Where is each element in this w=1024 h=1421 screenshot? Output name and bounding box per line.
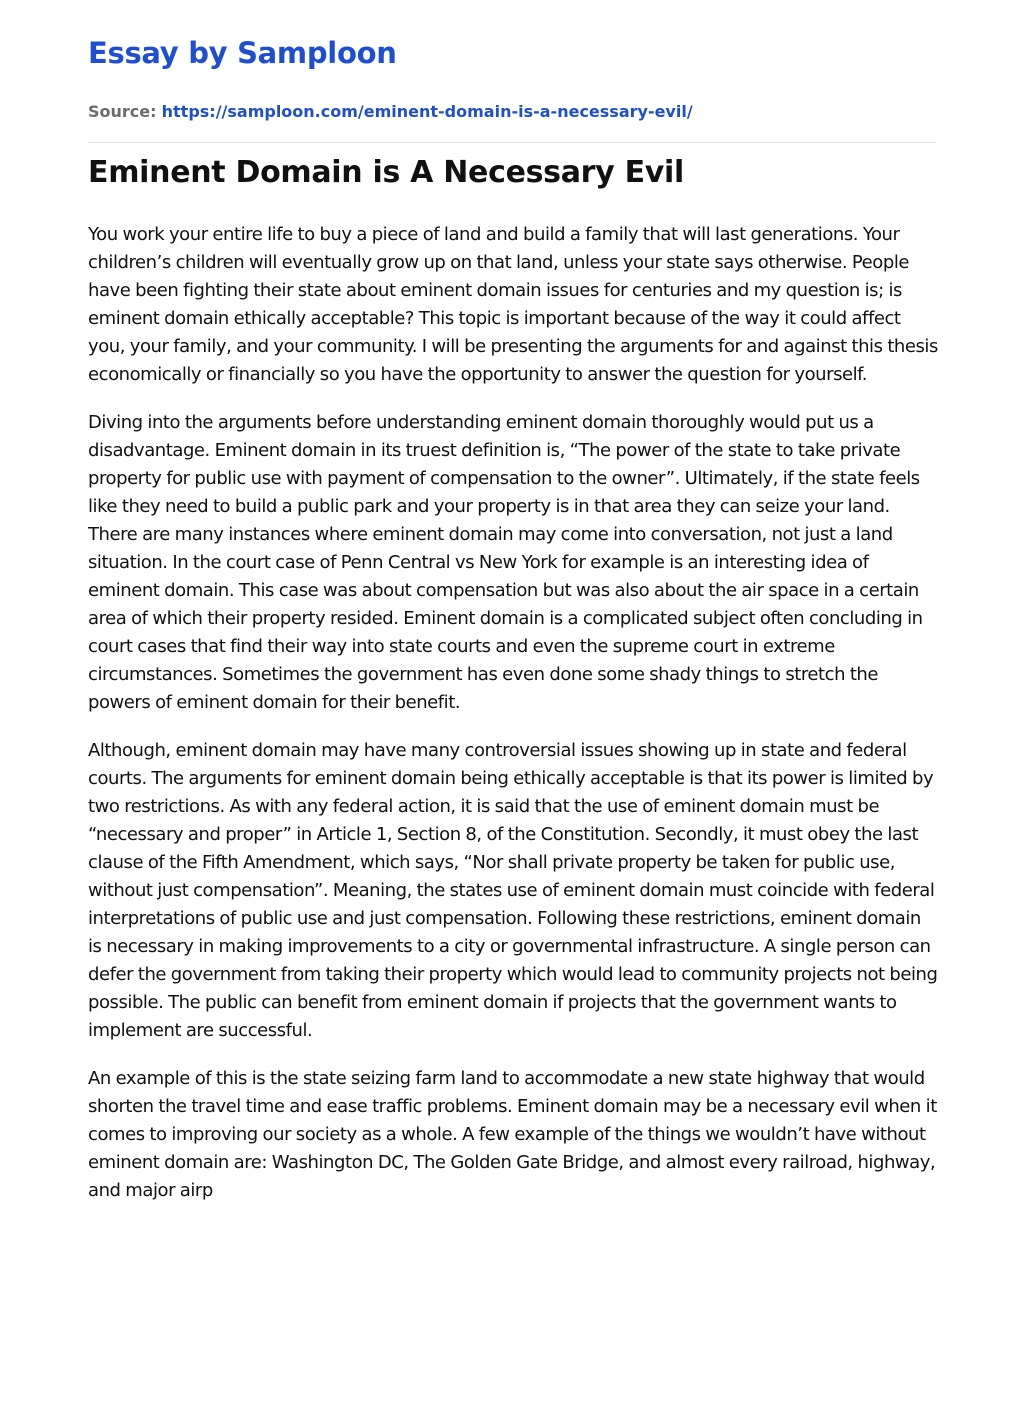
source-label: Source: — [88, 102, 157, 121]
essay-body — [88, 221, 938, 1225]
source-link[interactable]: https://samploon.com/eminent-domain-is-a-necessary-evil/ — [161, 102, 693, 121]
essay-title: Eminent Domain is A Necessary Evil — [88, 155, 684, 190]
essay-paragraph-3: Although, eminent domain may have many controversial issues showing up in state and federal courts. The arguments for eminent domain being ethically acceptable is that its power is limited by two restrictions. As with any federal action, it is said that the use of eminent domain must be “necessary and proper” in Article 1, Section 8, of the Constitution. Secondly, it must obey the last clause of the Fifth Amendment, which says, “Nor shall private property be taken for public use, without just compensation”. Meaning, the states use of eminent domain must coincide with federal interpretations of public use and just compensation. Following these restrictions, eminent domain is necessary in making improvements to a city or governmental infrastructure. A single person can defer the government from taking their property which would lead to community projects not being possible. The public can benefit from eminent domain if projects that the government wants to implement are successful. — [88, 740, 938, 1041]
essay-paragraph-1: You work your entire life to buy a piece of land and build a family that will last generations. Your children’s children will eventually grow up on that land, unless your state says otherwise. People have been fighting their state about eminent domain issues for centuries and my question is; is eminent domain ethically acceptable? This topic is important because of the way it could affect you, your family, and your community. I will be presenting the arguments for and against this thesis economically or financially so you have the opportunity to answer the question for yourself. — [88, 224, 938, 385]
source-line — [88, 102, 693, 121]
essay-paragraph-2: Diving into the arguments before understanding eminent domain thoroughly would put us a disadvantage. Eminent domain in its truest definition is, “The power of the state to take private property for public use with payment of compensation to the owner”. Ultimately, if the state feels like they need to build a public park and your property is in that area they can seize your land. There are many instances where eminent domain may come into conversation, not just a land situation. In the court case of Penn Central vs New York for example is an interesting idea of eminent domain. This case was about compensation but was also about the air space in a certain area of which their property resided. Eminent domain is a complicated subject often concluding in court cases that find their way into state courts and even the supreme court in extreme circumstances. Sometimes the government has even done some shady things to stretch the powers of eminent domain for their benefit. — [88, 412, 923, 713]
site-brand[interactable]: Essay by Samploon — [88, 36, 397, 70]
header-divider — [88, 142, 936, 143]
essay-paragraph-4: An example of this is the state seizing farm land to accommodate a new state highway that would shorten the travel time and ease traffic problems. Eminent domain may be a necessary evil when it comes to improving our society as a whole. A few example of the things we wouldn’t have without eminent domain are: Washington DC, The Golden Gate Bridge, and almost every railroad, highway, and major airp — [88, 1068, 937, 1201]
